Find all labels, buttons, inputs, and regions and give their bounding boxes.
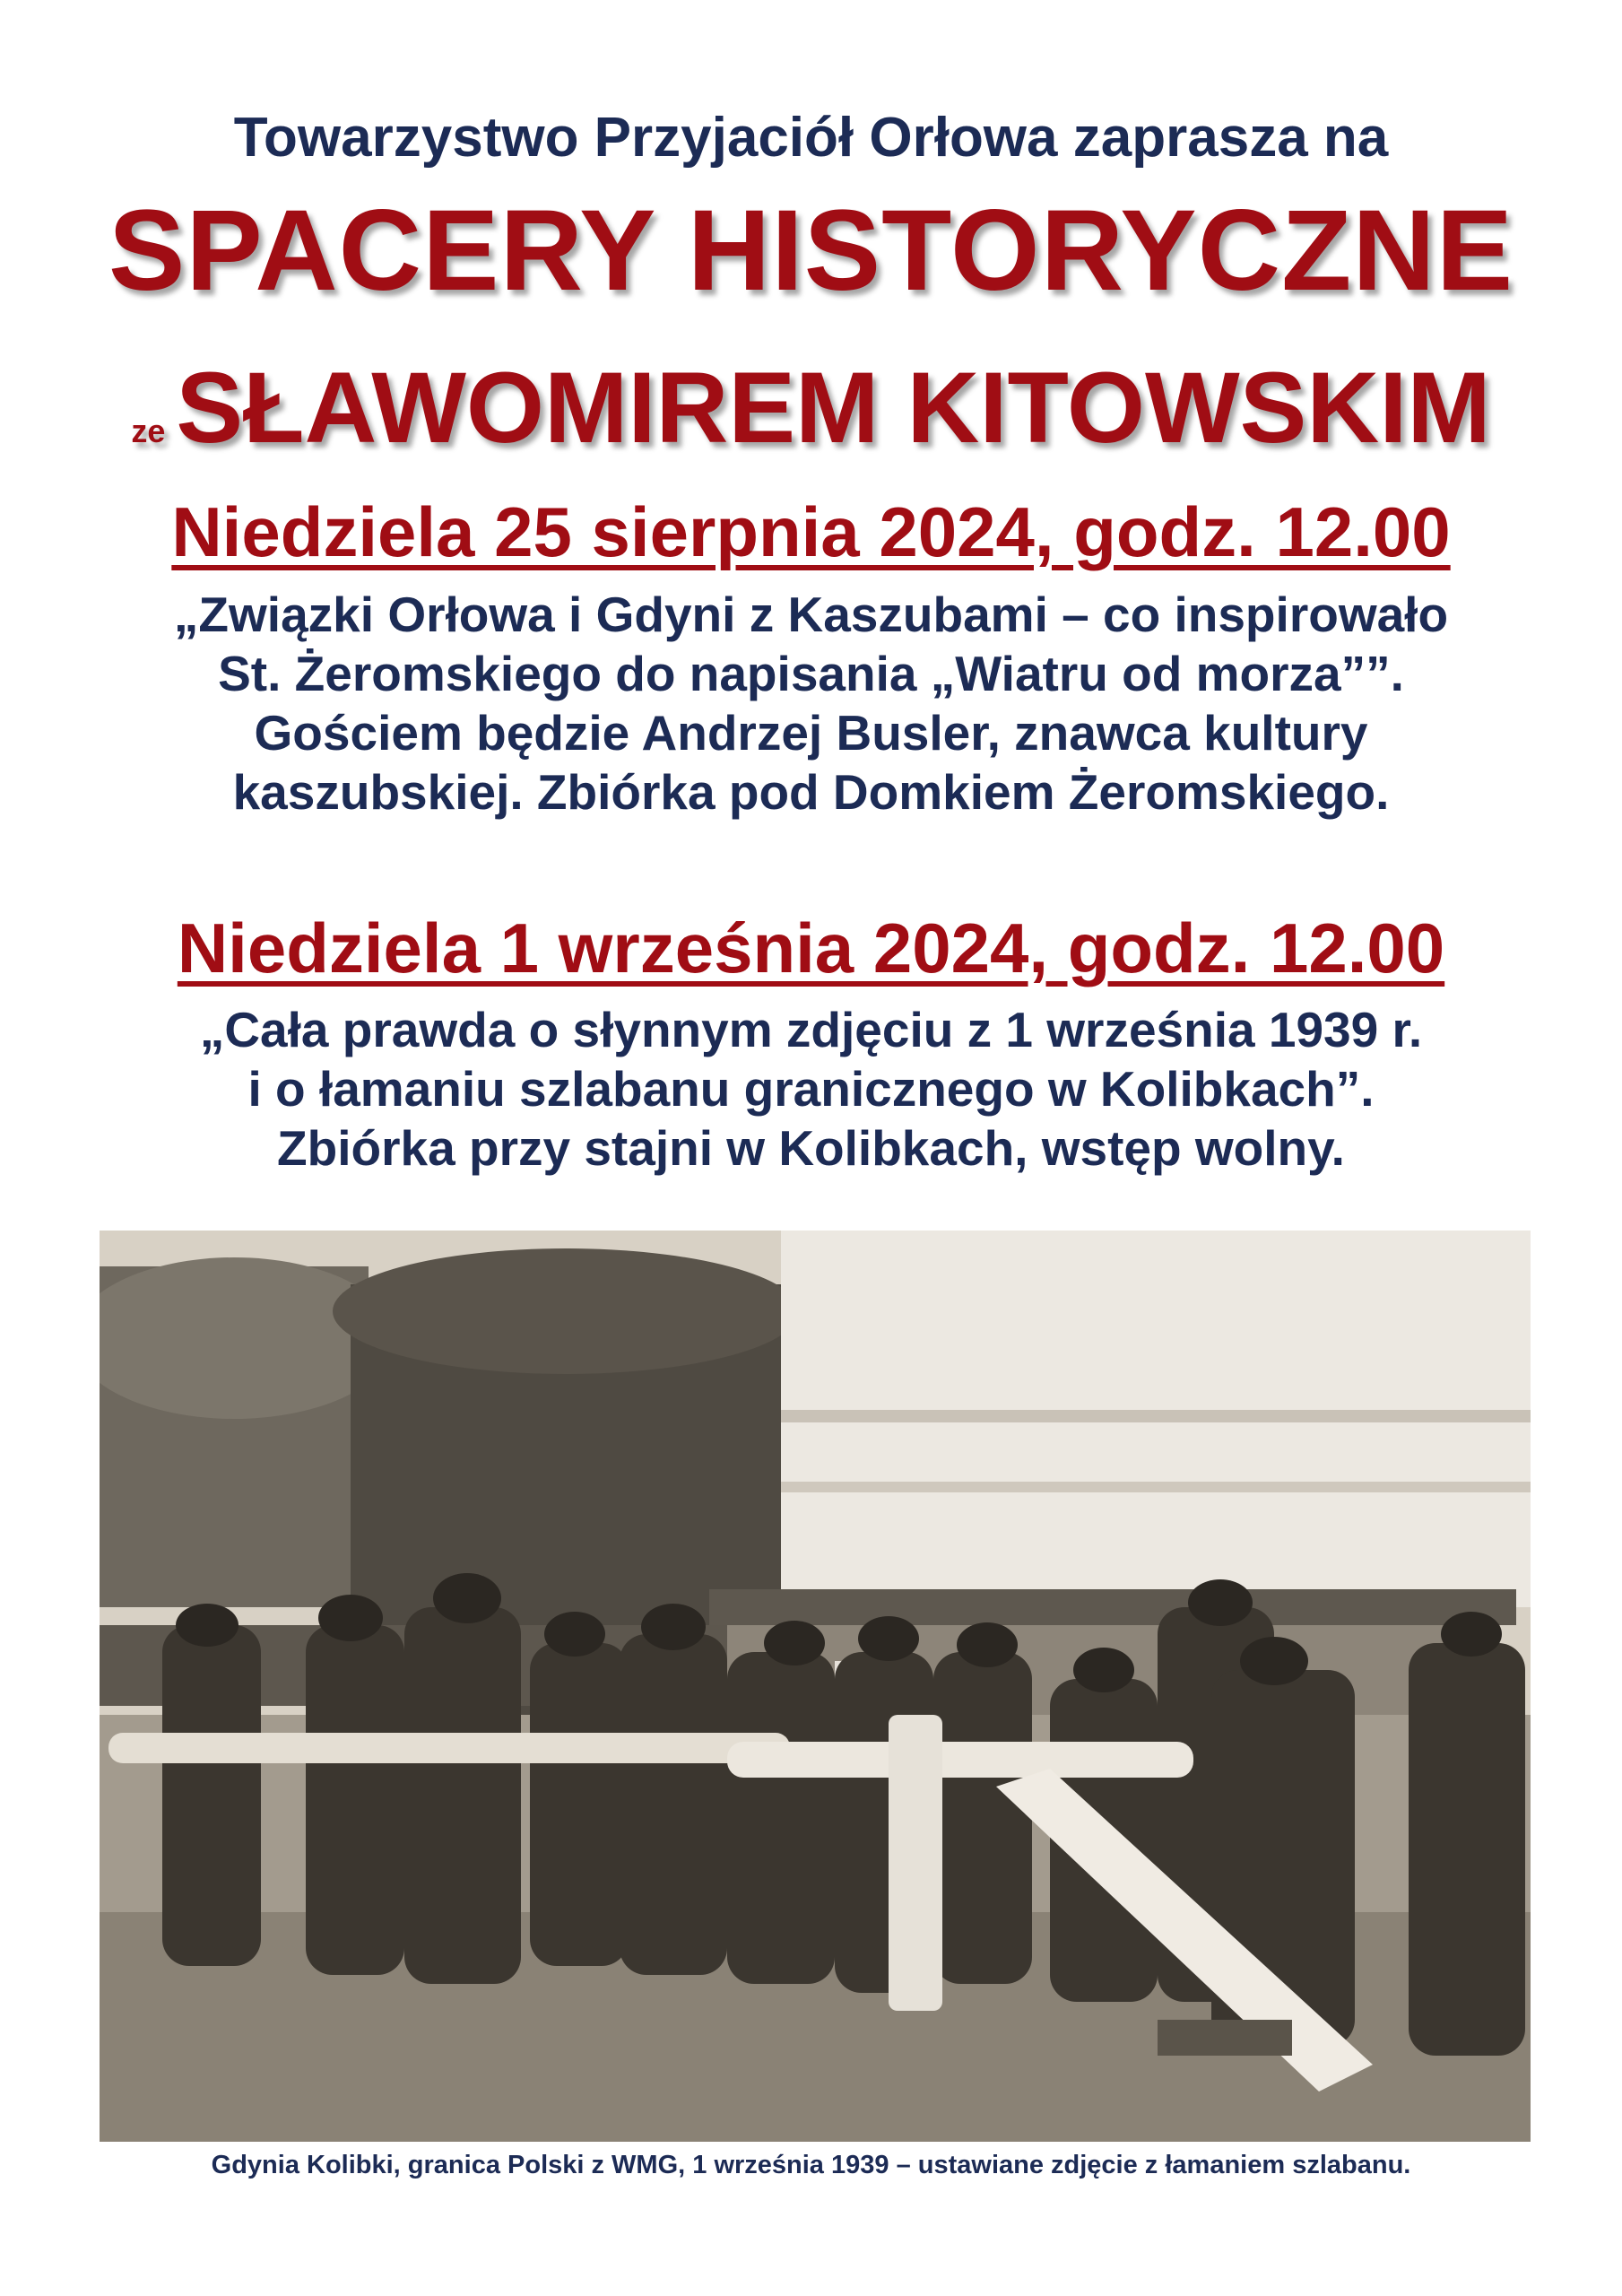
historical-photo [100,1231,1531,2142]
event-2-description [0,1000,1622,1178]
event-2-date: Niedziela 1 września 2024, godz. 12.00 [177,909,1445,987]
event-2-line: „Cała prawda o słynnym zdjęciu z 1 września 1939 r. [199,1002,1423,1057]
event-1-line: „Związki Orłowa i Gdyni z Kaszubami – co inspirowało [173,587,1449,642]
poster-subtitle [0,350,1622,465]
event-2-line: i o łamaniu szlabanu granicznego w Kolibkach”. [247,1061,1375,1117]
event-1-description [0,585,1622,822]
guide-name: SŁAWOMIREM KITOWSKIM [176,352,1491,464]
photo-caption: Gdynia Kolibki, granica Polski z WMG, 1 września 1939 – ustawiane zdjęcie z łamaniem szlabanu. [211,2151,1411,2179]
event-1-line: St. Żeromskiego do napisania „Wiatru od morza””. [218,646,1404,701]
poster-title: SPACERY HISTORYCZNE [108,187,1514,315]
event-1-line: Gościem będzie Andrzej Busler, znawca kultury [254,705,1368,761]
event-1-line: kaszubskiej. Zbiórka pod Domkiem Żeromskiego. [232,764,1390,820]
event-2-line: Zbiórka przy stajni w Kolibkach, wstęp wolny. [277,1120,1345,1176]
organizer-intro: Towarzystwo Przyjaciół Orłowa zaprasza na [233,107,1389,169]
event-1-date: Niedziela 25 sierpnia 2024, godz. 12.00 [171,492,1451,571]
subtitle-prefix: ze [131,413,166,449]
